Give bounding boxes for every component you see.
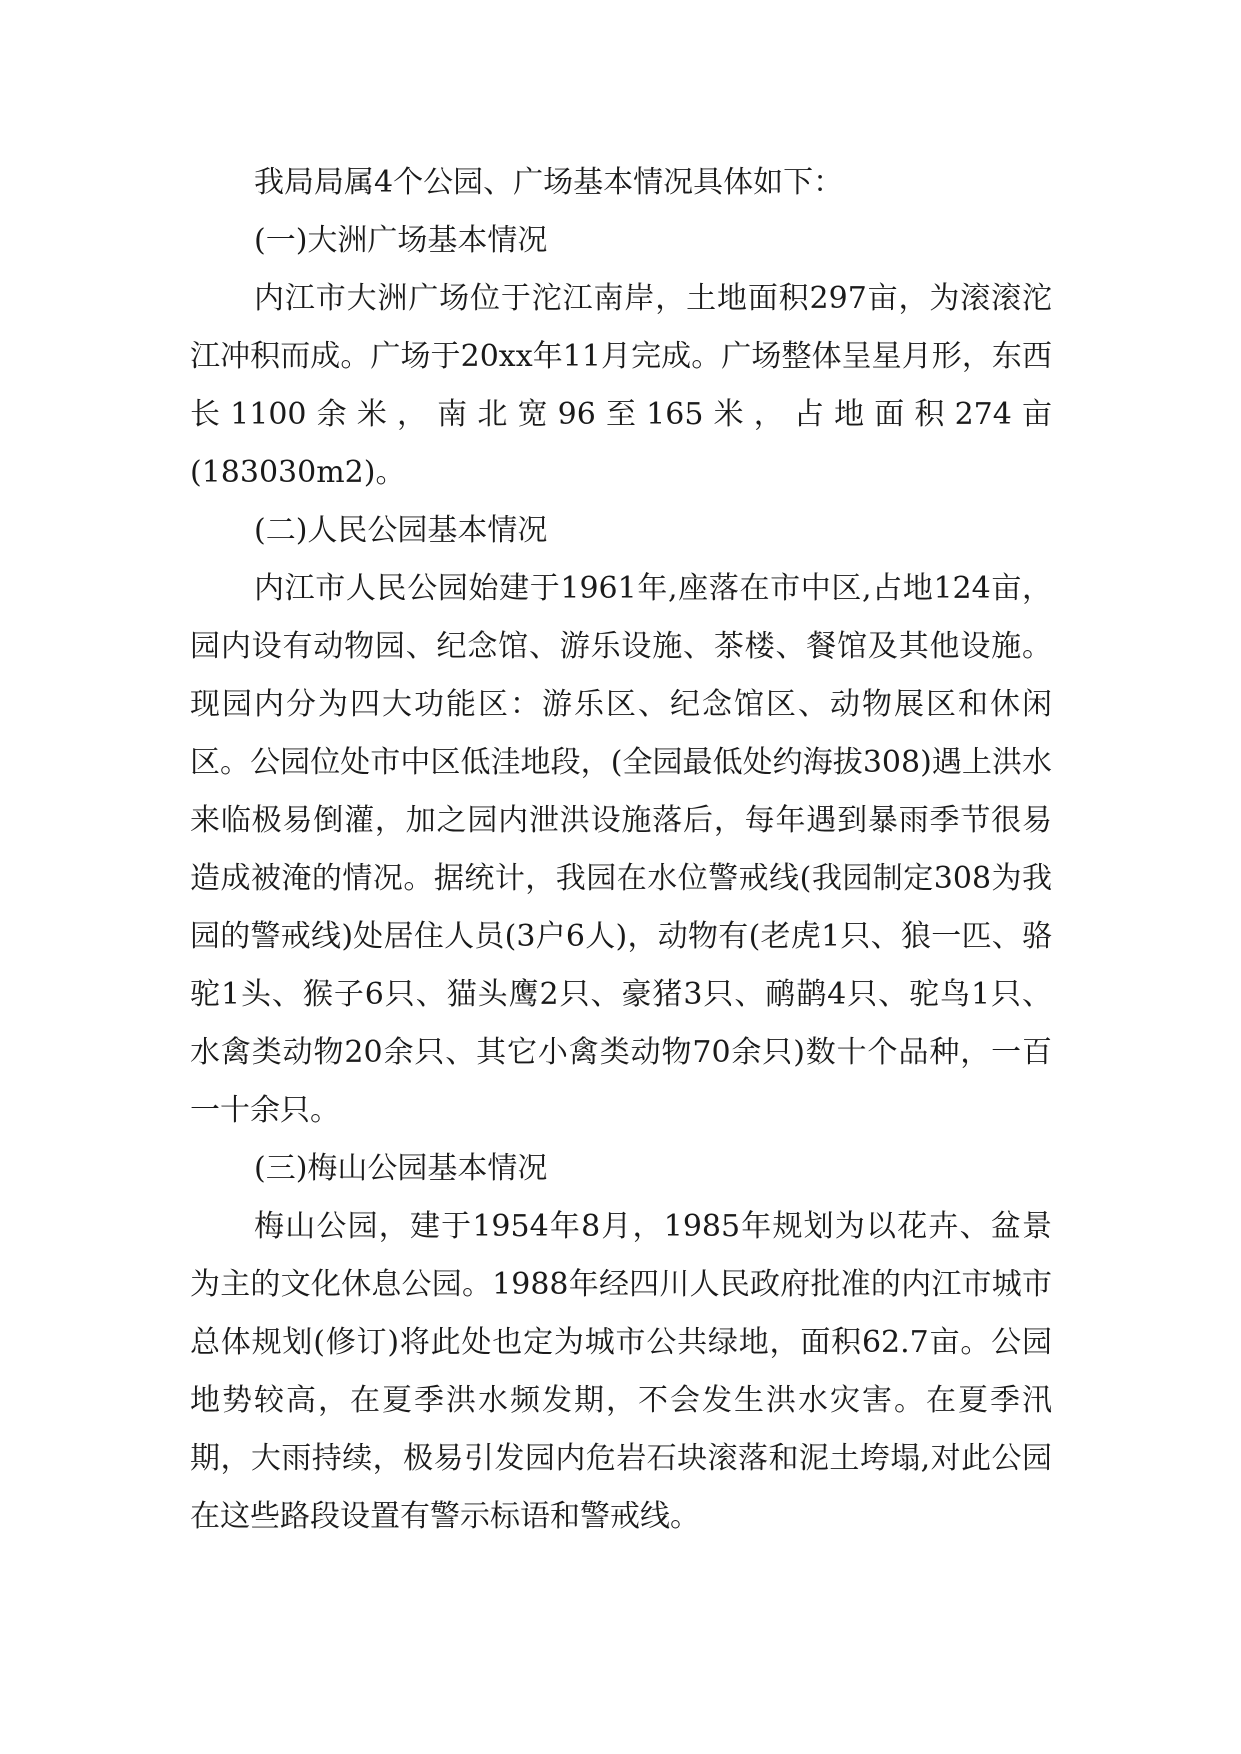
section-heading-dazhou-square: (一)大洲广场基本情况	[254, 223, 548, 258]
paragraph-dazhou-square: 内江市大洲广场位于沱江南岸，土地面积297亩，为滚滚沱江冲积而成。广场于20xx年11月完成。广场整体呈星月形，东西长1100余米，南北宽96至165米，占地面积274亩(183030m2)。	[190, 281, 1052, 490]
section-heading-meishan-park: (三)梅山公园基本情况	[254, 1151, 548, 1186]
document-body	[190, 154, 1052, 1546]
section-heading-peoples-park: (二)人民公园基本情况	[254, 513, 548, 548]
intro-paragraph: 我局局属4个公园、广场基本情况具体如下：	[254, 165, 844, 200]
paragraph-peoples-park: 内江市人民公园始建于1961年,座落在市中区,占地124亩，园内设有动物园、纪念馆、游乐设施、茶楼、餐馆及其他设施。现园内分为四大功能区：游乐区、纪念馆区、动物展区和休闲区。公园位处市中区低洼地段，(全园最低处约海拔308)遇上洪水来临极易倒灌，加之园内泄洪设施落后，每年遇到暴雨季节很易造成被淹的情况。据统计，我园在水位警戒线(我园制定308为我园的警戒线)处居住人员(3户6人)，动物有(老虎1只、狼一匹、骆驼1头、猴子6只、猫头鹰2只、豪猪3只、鸸鹋4只、驼鸟1只、水禽类动物20余只、其它小禽类动物70余只)数十个品种，一百一十余只。	[190, 571, 1052, 1128]
paragraph-meishan-park: 梅山公园，建于1954年8月，1985年规划为以花卉、盆景为主的文化休息公园。1988年经四川人民政府批准的内江市城市总体规划(修订)将此处也定为城市公共绿地，面积62.7亩。公园地势较高，在夏季洪水频发期，不会发生洪水灾害。在夏季汛期，大雨持续，极易引发园内危岩石块滚落和泥土垮塌,对此公园在这些路段设置有警示标语和警戒线。	[190, 1209, 1052, 1534]
